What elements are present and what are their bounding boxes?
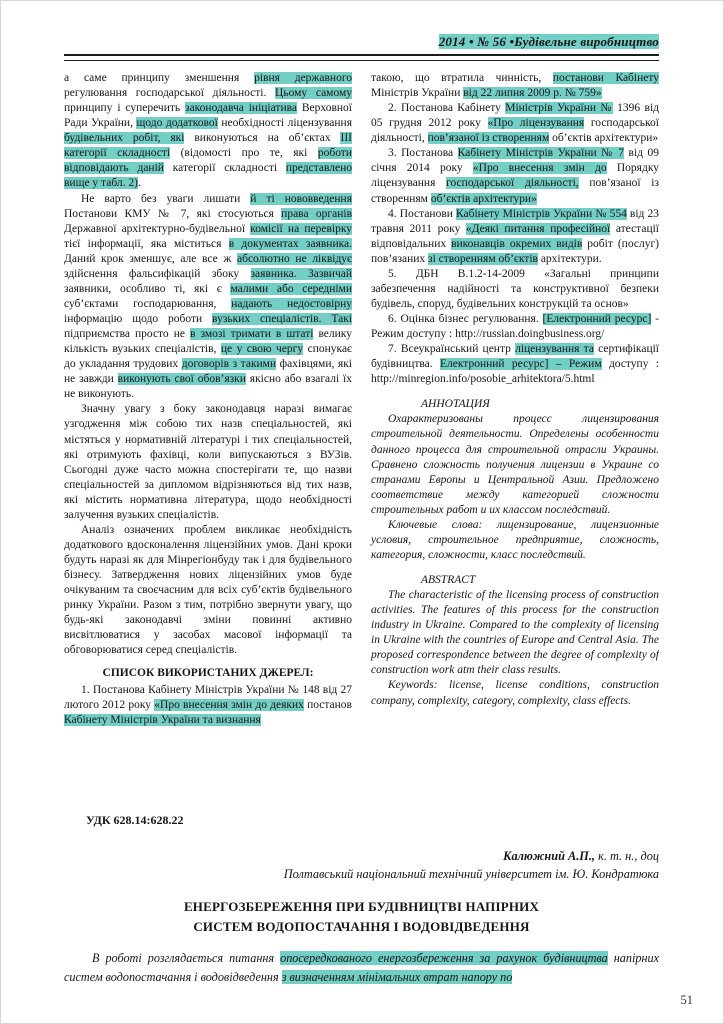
highlighted-text: об’єктів архітектури» bbox=[430, 192, 537, 205]
highlighted-text: виконують свої обов’язки bbox=[117, 373, 246, 386]
paragraph bbox=[64, 402, 352, 523]
text-run: робіт (послуг) пов’язаних bbox=[371, 237, 659, 265]
highlighted-text: зі створенням об’єктів bbox=[428, 252, 538, 265]
text-run: а саме принципу зменшення bbox=[64, 72, 255, 84]
text-run: Не варто без уваги лишати bbox=[81, 192, 251, 205]
university-line: Полтавський національний технічний університет ім. Ю. Кондратюка bbox=[283, 867, 659, 881]
abstract-body bbox=[371, 588, 659, 678]
text-run: пов’язаної із створенням bbox=[371, 177, 659, 205]
text-run: Верховної Ради України, bbox=[64, 102, 353, 130]
text-run: категорії складності bbox=[163, 162, 286, 175]
sources-heading: СПИСОК ВИКОРИСТАНИХ ДЖЕРЕЛ: bbox=[102, 667, 314, 680]
text-run: - Режим доступу : http://russian.doingbusiness.org/ bbox=[371, 313, 659, 341]
highlighted-text: рівня державного bbox=[254, 72, 353, 84]
text-run: 1396 від 05 грудня 2012 року bbox=[371, 102, 659, 130]
author-line bbox=[64, 849, 659, 864]
text-run: регулювання господарської діяльності. bbox=[64, 87, 276, 100]
highlighted-text: в змозі тримати в штаті bbox=[190, 328, 314, 341]
source-item bbox=[371, 101, 659, 146]
text-run: Аналіз означених проблем викликає необхідність додаткового вдосконалення ліцензійних умов. Дані кроки будуть наразі як для Мінрегіонбуду так і для будівельного бізнесу. Затвердження нових ліцензійних умов буде очікуваним та своєчасним для всіх суб’єктів будівельного ринку України. Разом з тим, потрібно звернути увагу, що будь-які законодавчі зміни повинні активно висвітлюватися у засобах масової інформації та обговорюватися серед спеціалістів. bbox=[64, 523, 352, 657]
highlighted-text: постанови Кабінету bbox=[552, 72, 659, 84]
highlighted-text: виконавців окремих видів bbox=[451, 237, 583, 250]
text-run: принципу і суперечить bbox=[64, 102, 186, 115]
abstract-heading: ABSTRACT bbox=[421, 574, 476, 586]
abstract-keywords bbox=[371, 678, 659, 708]
highlighted-text: в документах заявника. bbox=[228, 237, 352, 250]
highlighted-text: «Про внесення змін до деяких bbox=[154, 698, 304, 711]
highlighted-text: «Деякі питання професійної bbox=[465, 222, 611, 235]
text-run: 6. Оцінка бізнес регулювання. bbox=[388, 313, 543, 325]
highlighted-text: представлено вище у табл. 2) bbox=[64, 162, 352, 190]
text-run: Міністрів України bbox=[371, 87, 464, 100]
text-run: (відомості про те, які bbox=[170, 147, 318, 160]
text-run: фахівцями, які не завжди bbox=[64, 358, 352, 386]
text-run: Постанови КМУ № 7, які стосуються bbox=[64, 207, 282, 220]
highlighted-text: [Електронний ресурс] bbox=[542, 313, 652, 325]
highlighted-text: й ті нововведення bbox=[250, 192, 352, 205]
text-run: господарської діяльності, bbox=[371, 117, 659, 145]
highlighted-text: з визначенням мінімальних втрат напору по bbox=[281, 969, 513, 984]
highlighted-text: вузьких спеціалістів. Такі bbox=[212, 313, 352, 325]
highlighted-text: Кабінету Міністрів України № 7 bbox=[457, 147, 625, 160]
highlighted-text: права органів bbox=[281, 207, 352, 220]
highlighted-text: «Про ліцензування bbox=[487, 117, 585, 130]
highlighted-text: абсолютно не ліквідує bbox=[237, 252, 352, 265]
text-run: Порядку ліцензування bbox=[371, 162, 659, 190]
highlighted-text: щодо додаткової bbox=[136, 117, 218, 130]
highlighted-text: малими або середніми bbox=[230, 282, 352, 295]
text-run: атестації відповідальних bbox=[371, 222, 659, 250]
highlighted-text: Кабінету Міністрів України та визнання bbox=[64, 713, 261, 726]
text-run: велику кількість вузьких спеціалістів, bbox=[64, 328, 352, 356]
highlighted-text: 2014 • № 56 •Будівельне виробництво bbox=[438, 34, 659, 49]
text-run: . bbox=[137, 177, 141, 190]
text-run: сертифікації будівництва. bbox=[371, 343, 659, 371]
highlighted-text: це у свою чергу bbox=[220, 343, 304, 356]
annotation-heading: АННОТАЦИЯ bbox=[421, 398, 490, 411]
text-run: 1. Постанова Кабінету Міністрів України № 148 від 27 лютого 2012 року bbox=[64, 683, 352, 711]
left-column bbox=[64, 71, 352, 728]
text-run: 4. Постанови bbox=[388, 207, 457, 220]
highlighted-text: будівельних робіт, які bbox=[64, 132, 185, 145]
text-run: тієї інформації, яка міститься bbox=[64, 237, 229, 250]
text-run: постанов bbox=[303, 698, 352, 711]
text-run: спонукає до укладання трудових bbox=[64, 343, 352, 371]
article-header-section bbox=[64, 813, 659, 987]
source-item bbox=[371, 146, 659, 206]
author-name: Калюжний А.П., bbox=[503, 849, 599, 863]
paper-title bbox=[64, 897, 659, 936]
paper-title-line: СИСТЕМ ВОДОПОСТАЧАННЯ І ВОДОВІДВЕДЕННЯ bbox=[193, 918, 530, 934]
text-run: від 23 травня 2011 року bbox=[371, 207, 659, 235]
highlighted-text: законодавча ініціатива bbox=[185, 102, 297, 115]
source-item-continuation bbox=[371, 71, 659, 101]
text-run: 5. ДБН В.1.2-14-2009 «Загальні принципи забезпечення надійності та конструктивної безпеки будівель, споруд, будівельних конструкцій та основ» bbox=[371, 267, 659, 310]
author-degree: к. т. н., доц bbox=[598, 849, 659, 863]
right-column bbox=[371, 71, 659, 728]
text-run: The characteristic of the licensing process of construction activities. The features of this process for the construction industry in Ukraine. Compared to the complexity of licensing in Ukraine with the countries of Europe and Central Asia. The proposed correspondence between the degree of complexity of construction work atm their class results. bbox=[371, 589, 659, 677]
highlighted-text: Цьому самому bbox=[275, 87, 353, 100]
highlighted-text: «Про внесення змін до bbox=[472, 162, 607, 175]
text-run: Державної архітектурно-будівельної bbox=[64, 222, 251, 235]
text-run: В роботі розглядається питання bbox=[92, 951, 281, 965]
highlighted-text: Електронний ресурс] – Режим bbox=[440, 358, 602, 371]
paragraph bbox=[64, 71, 352, 192]
highlighted-text: опосередкованого енергозбереження за рахунок будівництва bbox=[280, 951, 608, 965]
text-run: суб’єктами господарювання, bbox=[64, 297, 232, 310]
highlighted-text: господарської діяльності, bbox=[446, 177, 579, 190]
text-run: заявники, особливо ті, які є bbox=[64, 282, 231, 295]
text-run: такою, що втратила чинність, bbox=[371, 72, 553, 84]
text-run: інформацію щодо роботи bbox=[64, 313, 213, 325]
text-run: Значну увагу з боку законодавця наразі вимагає узгодження між собою тих назв спеціальностей, які містяться у нормативній літературі і тих спеціальностей, які отримують фахівці, коли випускаються з ВУЗів. Сьогодні дуже часто можна спостерігати те, що назви спеціальностей за дипломом відрізняються від тих назв, які містить нормативна література, щодо необхідності залучення вузьких спеціалістів. bbox=[64, 403, 352, 521]
highlighted-text: від 22 липня 2009 р. № 759» bbox=[463, 87, 602, 100]
paper-title-line: ЕНЕРГОЗБЕРЕЖЕННЯ ПРИ БУДІВНИЦТВІ НАПІРНИХ bbox=[183, 899, 540, 914]
highlighted-text: надають недостовірну bbox=[231, 297, 352, 310]
text-run: архітектури. bbox=[537, 252, 602, 265]
text-run: доступу : http://minregion.info/posobie_arhitektora/5.html bbox=[371, 358, 659, 386]
source-item bbox=[371, 312, 659, 342]
highlighted-text: роботи відповідають даній bbox=[64, 147, 352, 175]
text-run: якісно або взагалі їх не виконують. bbox=[64, 373, 352, 401]
highlighted-text: Міністрів України № bbox=[505, 102, 613, 115]
udk-label: УДК 628.14:628.22 bbox=[86, 813, 184, 827]
two-column-text bbox=[64, 71, 659, 728]
paragraph bbox=[64, 523, 352, 659]
text-run: необхідності ліцензування bbox=[217, 117, 352, 130]
text-run: Ключевые слова: лицензирование, лицензионные условия, строительное предприятие, сложность, категория, сложности, класс последствий. bbox=[371, 518, 659, 561]
text-run: Keywords: license, license conditions, construction company, complexity, category, complexity, class effects. bbox=[371, 679, 659, 707]
text-run: Даний крок зменшує, але все ж bbox=[64, 252, 237, 265]
highlighted-text: заявника. Зазвичай bbox=[250, 267, 352, 280]
highlighted-text: ІІІ категорії складності bbox=[64, 132, 352, 160]
highlighted-text: ліцензування та bbox=[515, 343, 594, 356]
source-item bbox=[64, 683, 352, 728]
journal-issue-line bbox=[64, 34, 659, 54]
highlighted-text: договорів з такими bbox=[181, 358, 277, 371]
highlighted-text: Кабінету Міністрів України № 554 bbox=[456, 207, 627, 220]
paragraph bbox=[64, 192, 352, 403]
page-number: 51 bbox=[680, 993, 693, 1007]
annotation-keywords bbox=[371, 518, 659, 563]
text-run: виконуються на об’єктах bbox=[184, 132, 341, 145]
text-run: 2. Постанова Кабінету bbox=[388, 102, 506, 115]
source-item bbox=[371, 342, 659, 387]
highlighted-text: пов’язаної із створенням bbox=[427, 132, 550, 145]
text-run: 7. Всеукраїнський центр bbox=[388, 343, 516, 356]
source-item bbox=[371, 267, 659, 312]
text-run: підприємства просто не bbox=[64, 328, 190, 341]
text-run: здійснення фальсифікацій збоку bbox=[64, 267, 251, 280]
annotation-body bbox=[371, 412, 659, 517]
text-run: Охарактеризованы процесс лицензирования строительной деятельности. Определены особенности данного процесса для строительной отрасли Украины. Сравнено сложность получения лицензии в Украине со странами Европы и Центральной Азии. Предложено соответствие между категорией сложности строительных работ и их классом последствий. bbox=[371, 413, 659, 516]
highlighted-text: комісії на перевірку bbox=[250, 222, 352, 235]
source-item bbox=[371, 207, 659, 267]
page-header bbox=[64, 34, 659, 61]
text-run: напірних систем водопостачання і водовідведення bbox=[64, 951, 660, 984]
header-rule bbox=[64, 54, 659, 61]
text-run: об’єктів архітектури» bbox=[549, 132, 659, 145]
paper-abstract bbox=[64, 949, 659, 987]
text-run: 3. Постанова bbox=[388, 147, 458, 160]
text-run: від 09 січня 2014 року bbox=[371, 147, 659, 175]
